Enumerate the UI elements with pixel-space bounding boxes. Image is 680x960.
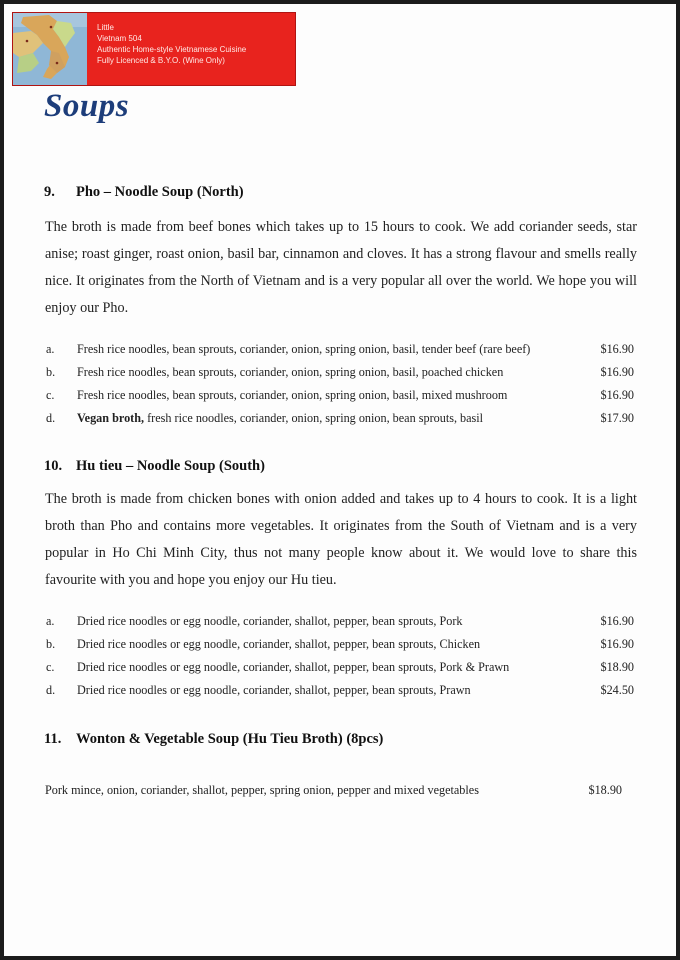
menu-items-hu-tieu <box>44 614 634 706</box>
section-number: 11. <box>44 731 62 747</box>
item-price: $16.90 <box>600 365 634 379</box>
section-title: Hu tieu – Noodle Soup (South) <box>76 458 265 474</box>
item-description: Dried rice noodles or egg noodle, coriander, shallot, pepper, bean sprouts, Prawn <box>77 683 471 697</box>
restaurant-header-text <box>97 22 246 66</box>
item-letter: a. <box>46 614 55 628</box>
item-price: $24.50 <box>600 683 634 697</box>
item-description: Fresh rice noodles, bean sprouts, coriander, onion, spring onion, basil, tender beef (rare beef) <box>77 342 531 356</box>
section-number: 10. <box>44 458 63 474</box>
restaurant-header-banner <box>12 12 296 86</box>
item-description: Dried rice noodles or egg noodle, coriander, shallot, pepper, bean sprouts, Chicken <box>77 637 481 651</box>
section-heading-wonton <box>44 731 383 748</box>
item-bold-label: Vegan broth, <box>77 411 145 425</box>
section-heading-pho <box>44 184 244 201</box>
menu-item <box>44 637 634 660</box>
item-description: Dried rice noodles or egg noodle, coriander, shallot, pepper, bean sprouts, Pork <box>77 614 463 628</box>
menu-item <box>44 388 634 411</box>
item-price: $17.90 <box>600 411 634 425</box>
section-heading-hu-tieu <box>44 458 265 475</box>
menu-item <box>44 342 634 365</box>
menu-items-pho <box>44 342 634 434</box>
item-price: $16.90 <box>600 637 634 651</box>
menu-item <box>44 683 634 706</box>
item-description: Pork mince, onion, coriander, shallot, pepper, spring onion, pepper and mixed vegetables <box>45 783 479 797</box>
section-number: 9. <box>44 184 55 200</box>
item-description: Fresh rice noodles, bean sprouts, coriander, onion, spring onion, basil, poached chicken <box>77 365 504 379</box>
item-letter: d. <box>46 683 56 697</box>
item-description: Dried rice noodles or egg noodle, coriander, shallot, pepper, bean sprouts, Pork & Prawn <box>77 660 510 674</box>
menu-item <box>44 614 634 637</box>
menu-item <box>44 365 634 388</box>
item-price: $18.90 <box>588 783 622 797</box>
menu-item <box>44 660 634 683</box>
item-letter: a. <box>46 342 55 356</box>
menu-item <box>44 411 634 434</box>
item-price: $16.90 <box>600 388 634 402</box>
item-letter: d. <box>46 411 56 425</box>
item-description-rest: fresh rice noodles, coriander, onion, spring onion, bean sprouts, basil <box>144 411 484 425</box>
header-line-location: Vietnam 504 <box>97 34 142 43</box>
item-letter: c. <box>46 660 55 674</box>
item-price: $16.90 <box>600 342 634 356</box>
item-price: $16.90 <box>600 614 634 628</box>
section-description-pho: The broth is made from beef bones which takes up to 15 hours to cook. We add coriander seeds, star anise; roast ginger, roast onion, basil bar, cinnamon and cloves. It has a strong flavour and smells really nice. It originates from the North of Vietnam and is a very popular all over the world. We hope you will enjoy our Pho. <box>45 219 637 316</box>
item-letter: b. <box>46 637 56 651</box>
item-letter: b. <box>46 365 56 379</box>
item-description <box>77 411 483 426</box>
menu-item-wonton <box>45 783 622 798</box>
item-letter: c. <box>46 388 55 402</box>
menu-page <box>4 4 676 956</box>
header-line-licence: Fully Licenced & B.Y.O. (Wine Only) <box>97 56 225 65</box>
section-title: Wonton & Vegetable Soup (Hu Tieu Broth) (8pcs) <box>76 731 384 747</box>
section-description-hu-tieu: The broth is made from chicken bones with onion added and takes up to 4 hours to cook. It is a light broth than Pho and contains more vegetables. It originates from the South of Vietnam and is a very popular in Ho Chi Minh City, thus not many people know about it. We would love to share this favourite with you and hope you enjoy our Hu tieu. <box>45 491 637 588</box>
header-line-cuisine: Authentic Home-style Vietnamese Cuisine <box>97 45 247 54</box>
page-title: Soups <box>44 88 130 124</box>
item-description: Fresh rice noodles, bean sprouts, coriander, onion, spring onion, basil, mixed mushroom <box>77 388 508 402</box>
item-price: $18.90 <box>600 660 634 674</box>
header-line-name: Little <box>97 23 114 32</box>
vietnam-map-icon <box>13 13 87 85</box>
section-title: Pho – Noodle Soup (North) <box>76 184 244 200</box>
